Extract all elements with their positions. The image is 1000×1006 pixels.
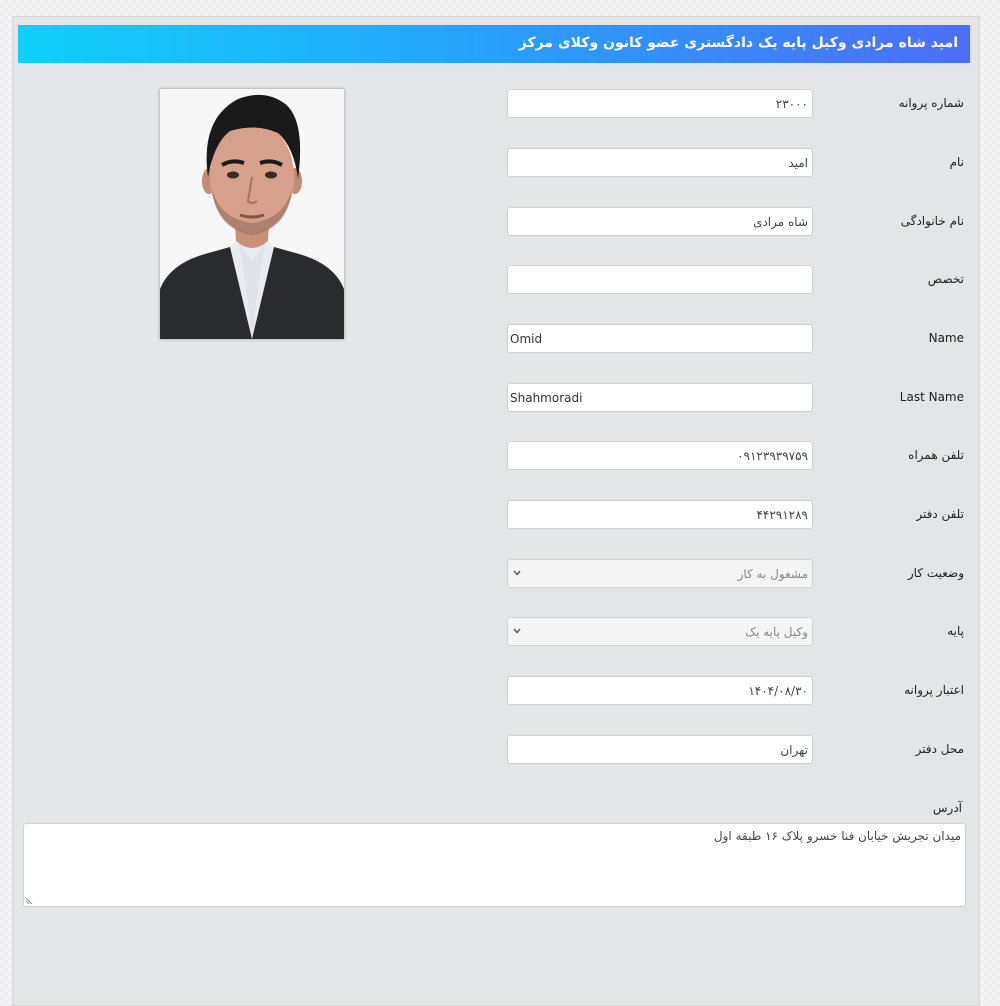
work-status-value: مشغول به کار (737, 567, 808, 581)
lawyer-profile-panel (12, 16, 980, 1006)
chevron-down-icon (512, 568, 522, 578)
license-validity-row (13, 676, 981, 706)
name-en-value: Omid (510, 332, 543, 346)
specialty-field[interactable] (507, 265, 813, 294)
office-location-value: تهران (780, 743, 808, 757)
grade-value: وکیل پایه یک (745, 625, 808, 639)
office-location-row (13, 735, 981, 765)
mobile-row (13, 441, 981, 471)
work-status-label: وضعیت کار (907, 566, 964, 580)
chevron-down-icon (512, 626, 522, 636)
first-name-row (13, 148, 981, 178)
address-value: میدان تجریش خیابان فنا خسرو پلاک ۱۶ طبقه اول (713, 829, 961, 843)
specialty-row (13, 265, 981, 295)
last-name-fa-value: شاه مرادی (753, 215, 808, 229)
last-name-en-label: Last Name (899, 390, 964, 404)
first-name-field[interactable] (507, 148, 813, 177)
mobile-label: تلفن همراه (908, 448, 964, 462)
name-en-label: Name (928, 331, 964, 345)
last-name-en-row (13, 383, 981, 413)
license-validity-label: اعتبار پروانه (904, 683, 964, 697)
grade-label: پایه (947, 624, 964, 638)
license-validity-field[interactable] (507, 676, 813, 705)
name-en-row (13, 324, 981, 354)
last-name-fa-field[interactable] (507, 207, 813, 236)
first-name-value: امید (788, 156, 808, 170)
last-name-en-value: Shahmoradi (510, 391, 583, 405)
office-phone-row (13, 500, 981, 530)
license-validity-value: ۱۴۰۴/۰۸/۳۰ (748, 684, 808, 698)
panel-header (18, 25, 970, 63)
grade-select[interactable] (507, 617, 813, 646)
office-location-field[interactable] (507, 735, 813, 764)
office-phone-label: تلفن دفتر (916, 507, 964, 521)
license-number-label: شماره پروانه (898, 96, 964, 110)
office-phone-field[interactable] (507, 500, 813, 529)
address-textarea[interactable] (23, 823, 966, 907)
work-status-select[interactable] (507, 559, 813, 588)
name-en-field[interactable] (507, 324, 813, 353)
office-location-label: محل دفتر (915, 742, 964, 756)
address-label: آدرس (932, 801, 962, 815)
mobile-field[interactable] (507, 441, 813, 470)
license-number-value: ۲۳۰۰۰ (775, 97, 808, 111)
last-name-fa-label: نام خانوادگی (900, 214, 964, 228)
first-name-label: نام (949, 155, 964, 169)
last-name-fa-row (13, 207, 981, 237)
work-status-row (13, 559, 981, 589)
specialty-label: تخصص (927, 272, 964, 286)
office-phone-value: ۴۴۲۹۱۲۸۹ (756, 508, 808, 522)
license-number-row (13, 89, 981, 119)
resize-grip-icon[interactable] (26, 896, 34, 904)
license-number-field[interactable] (507, 89, 813, 118)
last-name-en-field[interactable] (507, 383, 813, 412)
page-title: امید شاه مرادی وکیل پایه یک دادگستری عضو کانون وکلای مرکز (518, 35, 958, 51)
mobile-value: ۰۹۱۲۳۹۳۹۷۵۹ (737, 449, 808, 463)
grade-row (13, 617, 981, 647)
